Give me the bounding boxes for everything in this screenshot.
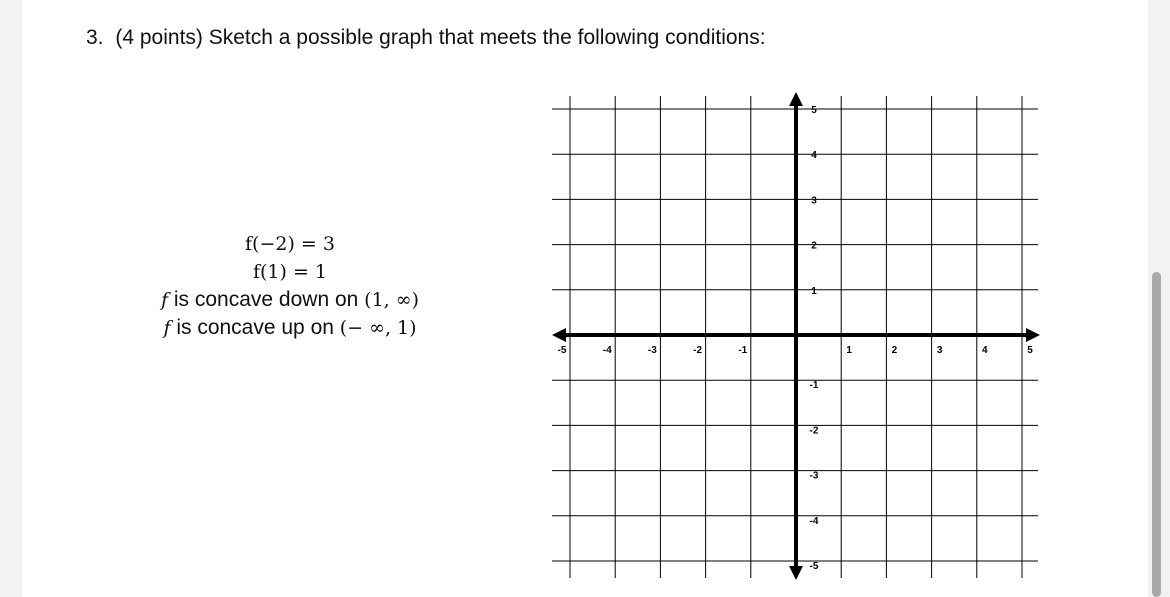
condition-math: f [163, 317, 171, 339]
x-tick-label: 4 [982, 345, 988, 356]
y-tick-label: -4 [809, 515, 819, 527]
y-tick-label: 1 [811, 285, 817, 297]
question-prompt [86, 26, 766, 50]
condition-item [125, 230, 455, 258]
condition-math: f(−2) = 3 [245, 233, 335, 255]
conditions-list [125, 230, 455, 342]
vertical-scrollbar[interactable] [1152, 272, 1161, 597]
condition-text: is concave down on [168, 288, 365, 311]
question-text: (4 points) Sketch a possible graph that meets the following conditions: [115, 26, 766, 49]
y-tick-label: 5 [811, 105, 817, 116]
condition-math: f(1) = 1 [252, 261, 328, 283]
condition-item [125, 314, 455, 342]
y-tick-label: -3 [809, 470, 819, 482]
condition-interval: (1, ∞) [364, 289, 419, 311]
condition-text: is concave up on [170, 316, 340, 339]
x-tick-label: -3 [647, 345, 657, 356]
y-tick-label: 4 [811, 150, 817, 162]
axes [552, 92, 1040, 580]
y-tick-label: -2 [809, 425, 819, 437]
coordinate-grid[interactable] [550, 88, 1042, 582]
x-axis-arrow-left [552, 328, 566, 342]
condition-interval: (− ∞, 1) [339, 317, 417, 339]
x-tick-label: -4 [602, 345, 612, 356]
x-tick-label: -1 [738, 345, 748, 356]
condition-item [125, 258, 455, 286]
y-tick-label: 2 [811, 240, 817, 252]
x-axis-arrow-right [1026, 328, 1040, 342]
condition-item [125, 286, 455, 314]
x-tick-label: -5 [557, 345, 567, 356]
question-number: 3. [86, 26, 104, 49]
y-axis-arrow-down [789, 566, 803, 580]
x-tick-label: 3 [936, 345, 943, 356]
y-tick-label: -1 [809, 380, 819, 392]
y-axis-arrow-up [789, 92, 803, 106]
x-tick-label: -2 [693, 345, 703, 356]
condition-math: f [161, 289, 169, 311]
x-tick-label: 1 [846, 345, 852, 356]
left-page-margin [0, 0, 22, 597]
y-tick-label: 3 [811, 195, 817, 207]
y-tick-label: -5 [809, 561, 819, 572]
x-tick-label: 5 [1027, 345, 1033, 356]
x-tick-label: 2 [891, 345, 898, 356]
